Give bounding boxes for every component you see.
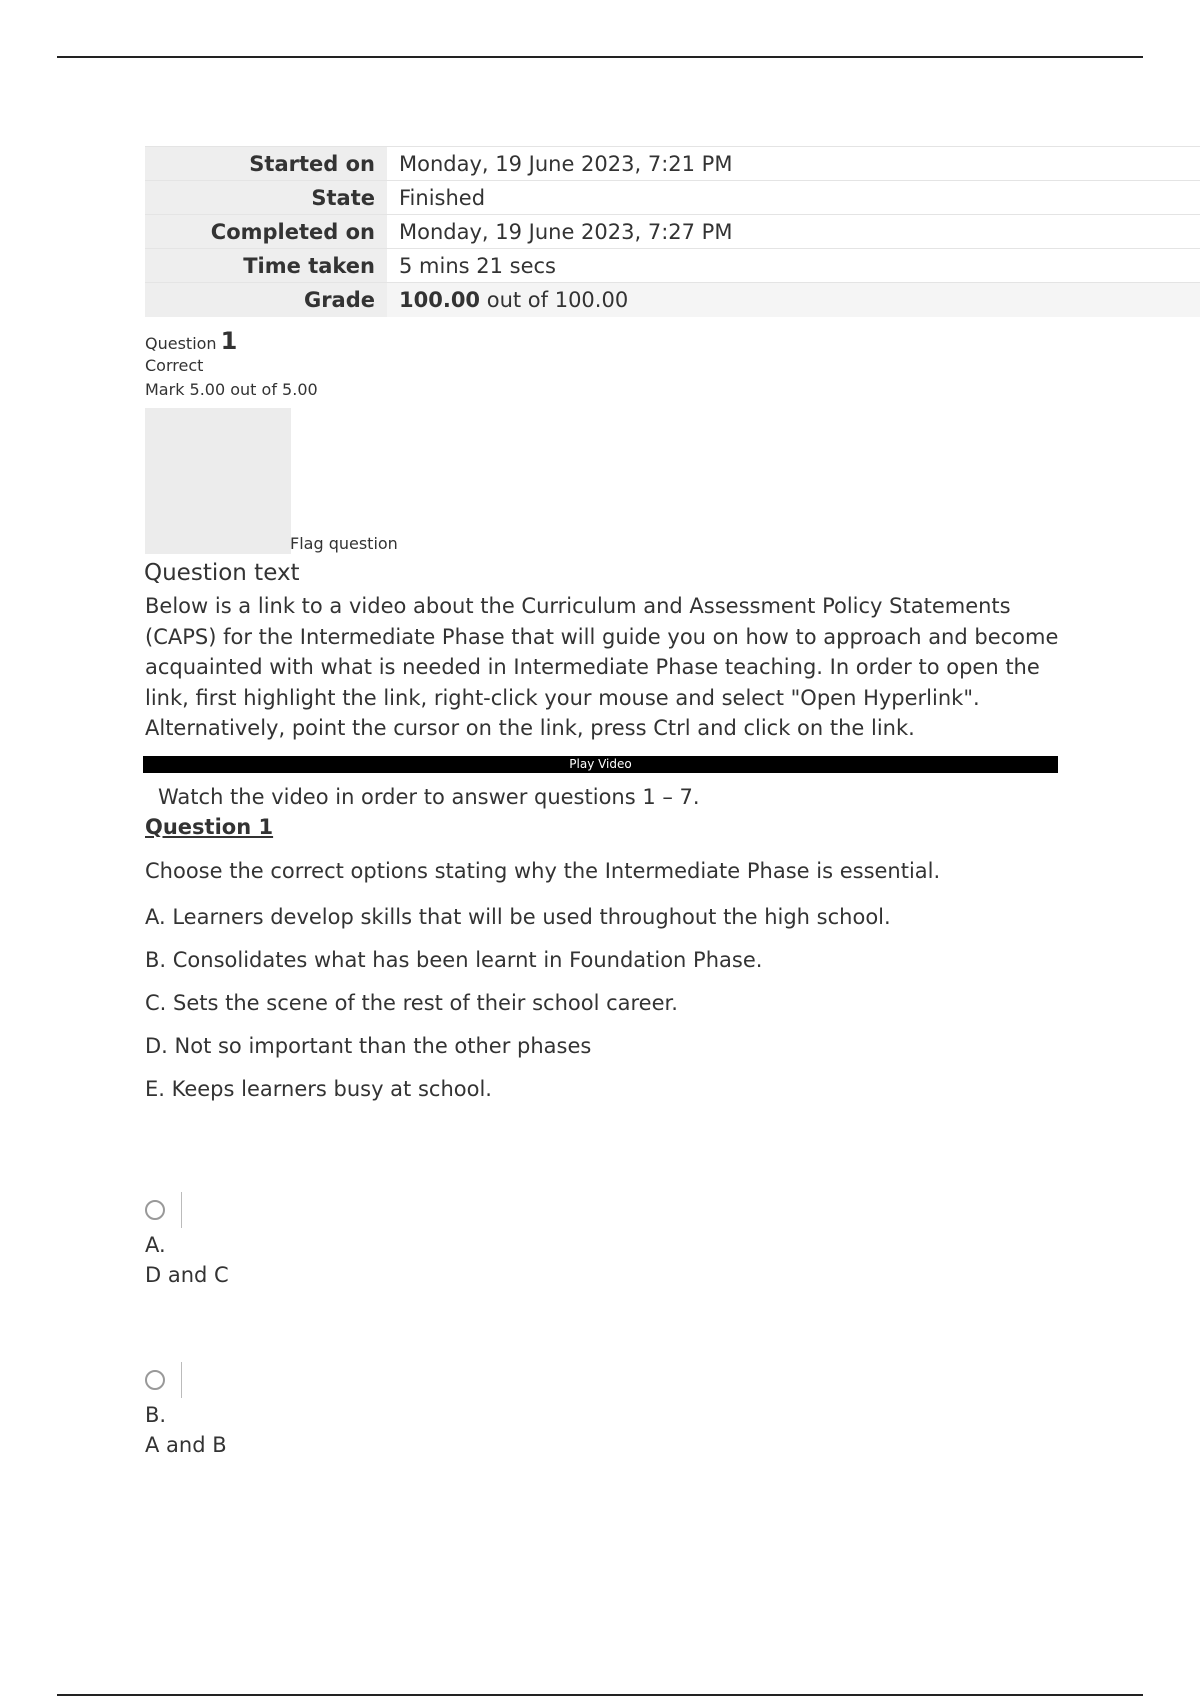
summary-value: Monday, 19 June 2023, 7:21 PM xyxy=(387,147,1200,181)
question-prompt: Choose the correct options stating why the Intermediate Phase is essential. xyxy=(145,859,941,883)
summary-row-started xyxy=(145,147,1200,181)
summary-key: Time taken xyxy=(145,249,387,283)
question-number-line xyxy=(145,328,405,354)
answer-option-a[interactable] xyxy=(145,1192,229,1290)
flag-question-link[interactable]: Flag question xyxy=(290,534,398,553)
answer-letter: B. xyxy=(145,1403,167,1427)
question-info xyxy=(145,328,405,402)
statement-item: E. Keeps learners busy at school. xyxy=(145,1077,492,1101)
question-label: Question xyxy=(145,334,217,353)
summary-value: 5 mins 21 secs xyxy=(387,249,1200,283)
answer-text: D and C xyxy=(145,1263,229,1287)
statement-item: D. Not so important than the other phases xyxy=(145,1034,592,1058)
answer-radio-row xyxy=(145,1362,227,1398)
summary-row-completed xyxy=(145,215,1200,249)
answer-radio-row xyxy=(145,1192,229,1228)
answer-text: A and B xyxy=(145,1433,227,1457)
summary-key: State xyxy=(145,181,387,215)
question-text-heading: Question text xyxy=(144,560,300,586)
statement-list xyxy=(145,902,891,1117)
statement-item: A. Learners develop skills that will be used throughout the high school. xyxy=(145,905,891,929)
grade-score: 100.00 xyxy=(399,287,481,312)
summary-row-grade xyxy=(145,283,1200,317)
radio-button[interactable] xyxy=(145,1200,165,1220)
grade-total: out of 100.00 xyxy=(480,287,629,312)
play-video-button[interactable]: Play Video xyxy=(143,756,1058,773)
summary-key: Completed on xyxy=(145,215,387,249)
divider xyxy=(181,1362,182,1398)
summary-value: Finished xyxy=(387,181,1200,215)
top-rule xyxy=(57,56,1143,58)
summary-row-time-taken xyxy=(145,249,1200,283)
radio-button[interactable] xyxy=(145,1370,165,1390)
question-heading: Question 1 xyxy=(145,815,274,839)
summary-key: Grade xyxy=(145,283,387,317)
statement-item: C. Sets the scene of the rest of their school career. xyxy=(145,991,678,1015)
answer-option-b[interactable] xyxy=(145,1362,227,1460)
question-mark: Mark 5.00 out of 5.00 xyxy=(145,380,318,399)
intro-paragraph: Below is a link to a video about the Curriculum and Assessment Policy Statements (CAPS) for the Intermediate Phase that will guide you on how to approach and become acquainted with what is needed in Intermediate Phase teaching. In order to open the link, first highlight the link, right-click your mouse and select "Open Hyperlink". Alternatively, point the cursor on the link, press Ctrl and click on the link. xyxy=(145,594,1059,740)
flag-icon[interactable] xyxy=(145,408,291,554)
question-number: 1 xyxy=(220,327,238,355)
summary-value xyxy=(387,283,1200,317)
bottom-rule xyxy=(57,1694,1143,1696)
summary-key: Started on xyxy=(145,147,387,181)
answer-letter: A. xyxy=(145,1233,166,1257)
watch-note: Watch the video in order to answer questions 1 – 7. xyxy=(158,785,700,809)
divider xyxy=(181,1192,182,1228)
statement-item: B. Consolidates what has been learnt in Foundation Phase. xyxy=(145,948,763,972)
summary-value: Monday, 19 June 2023, 7:27 PM xyxy=(387,215,1200,249)
attempt-summary-table xyxy=(145,146,1200,317)
question-state: Correct xyxy=(145,356,204,375)
summary-row-state xyxy=(145,181,1200,215)
